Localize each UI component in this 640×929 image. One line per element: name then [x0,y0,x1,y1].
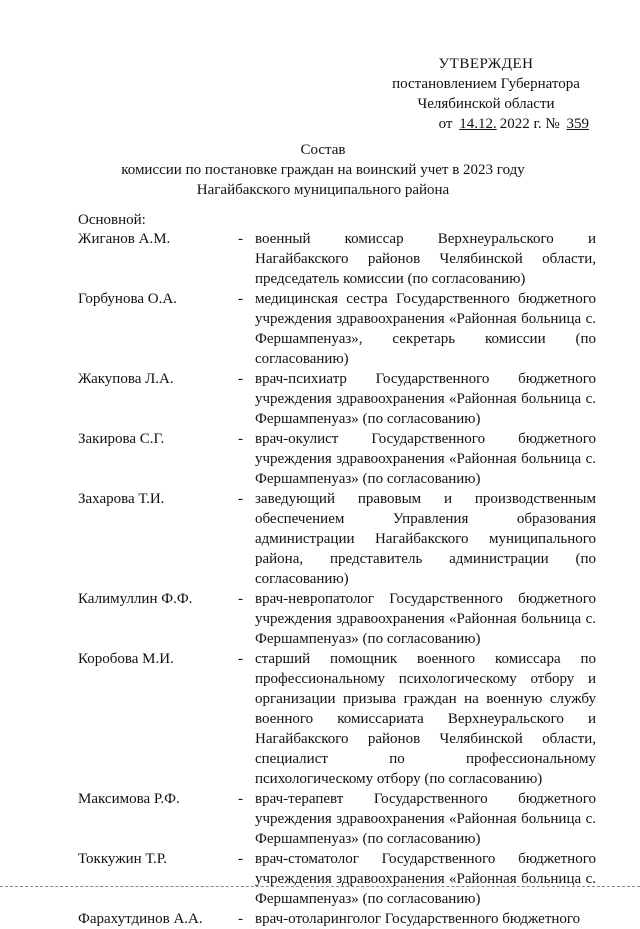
member-dash: - [238,491,243,507]
member-role: врач-стоматолог Государственного бюджетного учреждения здравоохранения «Районная больница с. Фершампенуаз» (по согласованию) [255,851,596,907]
member-name: Фарахутдинов А.А. [78,911,203,927]
member-dash: - [238,911,243,927]
member-row [78,369,596,429]
member-dash: - [238,791,243,807]
member-row [78,429,596,489]
member-dash: - [238,231,243,247]
member-name: Закирова С.Г. [78,431,165,447]
member-row [78,489,596,589]
member-row [78,909,596,929]
member-row [78,229,596,289]
member-role: врач-отоларинголог Государственного бюджетного [255,911,581,927]
member-dash: - [238,371,243,387]
member-name: Захарова Т.И. [78,491,165,507]
document-title [60,140,586,200]
member-role: медицинская сестра Государственного бюджетного учреждения здравоохранения «Районная больница с. Фершампенуаз», секретарь комиссии (по согласованию) [255,291,596,367]
member-row [78,849,596,909]
title-line-3: Нагайбакского муниципального района [196,182,450,198]
member-row [78,289,596,369]
member-name: Жиганов А.М. [78,231,171,247]
page-bottom-edge [0,886,640,887]
member-role: заведующий правовым и производственным обеспечением Управления образования администрации Нагайбакского муниципального района, представитель администрации (по согласованию) [255,491,596,587]
approval-heading: УТВЕРЖДЕН [438,56,534,72]
approval-number: 359 [566,116,589,132]
member-role: врач-окулист Государственного бюджетного учреждения здравоохранения «Районная больница с. Фершампенуаз» (по согласованию) [255,431,596,487]
member-dash: - [238,651,243,667]
member-name: Жакупова Л.А. [78,371,174,387]
title-line-2: комиссии по постановке граждан на воинский учет в 2023 году [121,162,525,178]
member-name: Максимова Р.Ф. [78,791,180,807]
member-dash: - [238,431,243,447]
approval-line-1: постановлением Губернатора [392,76,580,92]
section-label: Основной: [78,212,146,228]
member-row [78,589,596,649]
member-dash: - [238,591,243,607]
member-name: Горбунова О.А. [78,291,177,307]
member-role: врач-терапевт Государственного бюджетного учреждения здравоохранения «Районная больница с. Фершампенуаз» (по согласованию) [255,791,596,847]
member-role: старший помощник военного комиссара по профессиональному психологическому отбору и организации призыва граждан на военную службу военного комиссариата Верхнеуральского и Нагайбакского районов Челябинской области, специалист по профессиональному психологическому отбору (по согласованию) [255,651,596,787]
member-name: Калимуллин Ф.Ф. [78,591,193,607]
approval-date-line [380,114,592,134]
approval-line-2: Челябинской области [417,96,555,112]
member-row [78,789,596,849]
member-dash: - [238,851,243,867]
member-role: врач-психиатр Государственного бюджетного учреждения здравоохранения «Районная больница с. Фершампенуаз» (по согласованию) [255,371,596,427]
member-row [78,649,596,789]
member-list [78,229,596,929]
date-prefix: от [438,116,453,132]
title-line-1: Состав [300,142,346,158]
member-role: военный комиссар Верхнеуральского и Нагайбакского районов Челябинской области, председатель комиссии (по согласованию) [255,231,596,287]
member-role: врач-невропатолог Государственного бюджетного учреждения здравоохранения «Районная больница с. Фершампенуаз» (по согласованию) [255,591,596,647]
approval-block [380,54,592,134]
member-name: Токкужин Т.Р. [78,851,167,867]
member-dash: - [238,291,243,307]
approval-date: 14.12. [459,116,497,132]
member-name: Коробова М.И. [78,651,174,667]
year-number-prefix: 2022 г. № [499,116,560,132]
